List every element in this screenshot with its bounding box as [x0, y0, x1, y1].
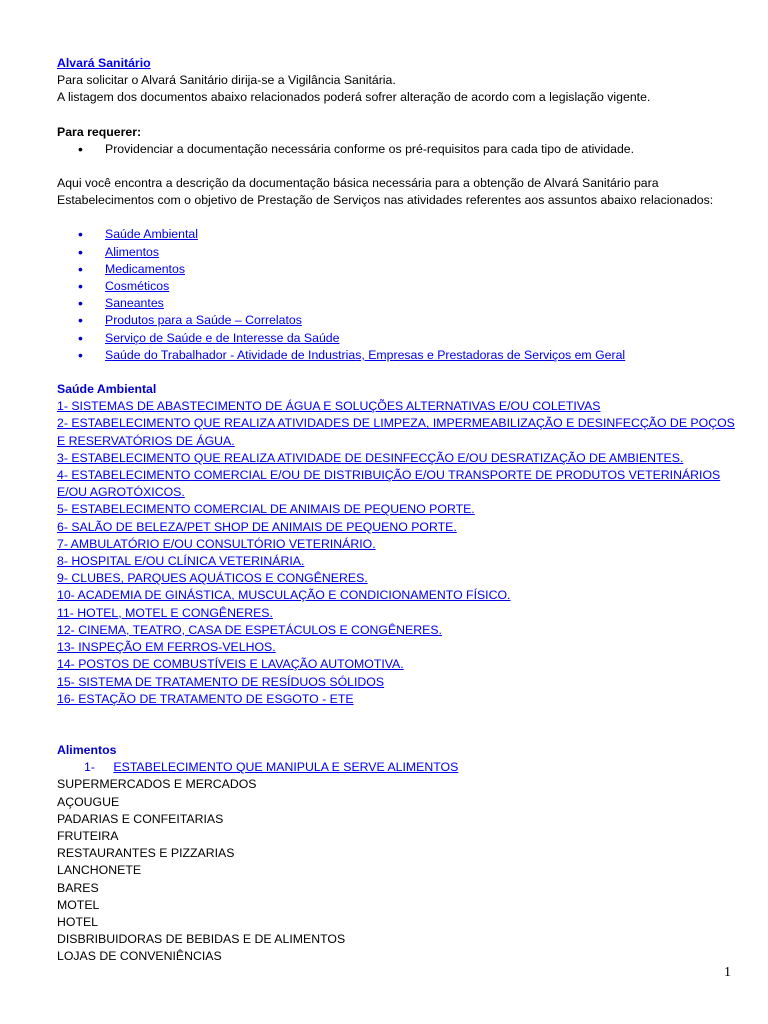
- sa-item-9[interactable]: 9- CLUBES, PARQUES AQUÁTICOS E CONGÊNERES.: [57, 571, 368, 586]
- alimentos-subitem: RESTAURANTES E PIZZARIAS: [57, 846, 235, 861]
- alimentos-item-1-number: 1-: [84, 760, 95, 775]
- sa-item-7[interactable]: 7- AMBULATÓRIO E/OU CONSULTÓRIO VETERINÁRIO.: [57, 536, 376, 551]
- topic-link-medicamentos[interactable]: Medicamentos: [105, 261, 185, 276]
- sa-item-12[interactable]: 12- CINEMA, TEATRO, CASA DE ESPETÁCULOS E CONGÊNERES.: [57, 622, 442, 637]
- alimentos-subitems: [57, 776, 737, 965]
- alimentos-subitem: LOJAS DE CONVENIÊNCIAS: [57, 949, 222, 964]
- page-number: 1: [724, 965, 731, 980]
- alimentos-subitem: AÇOUGUE: [57, 794, 120, 809]
- topic-link-correlatos[interactable]: Produtos para a Saúde – Correlatos: [105, 313, 302, 328]
- alimentos-subitem: SUPERMERCADOS E MERCADOS: [57, 777, 257, 792]
- sa-item-11[interactable]: 11- HOTEL, MOTEL E CONGÊNERES.: [57, 605, 273, 620]
- saude-ambiental-heading: Saúde Ambiental: [57, 382, 157, 397]
- sa-item-1[interactable]: 1- SISTEMAS DE ABASTECIMENTO DE ÁGUA E SOLUÇÕES ALTERNATIVAS E/OU COLETIVAS: [57, 399, 601, 414]
- sa-item-2[interactable]: 2- ESTABELECIMENTO QUE REALIZA ATIVIDADES DE LIMPEZA, IMPERMEABILIZAÇÃO E DESINFECÇÃO DE POÇOS E RESERVATÓRIOS DE ÁGUA.: [57, 416, 735, 448]
- title-link[interactable]: Alvará Sanitário: [57, 56, 151, 70]
- alimentos-subitem: PADARIAS E CONFEITARIAS: [57, 811, 224, 826]
- alimentos-subitem: BARES: [57, 880, 99, 895]
- sa-item-10[interactable]: 10- ACADEMIA DE GINÁSTICA, MUSCULAÇÃO E CONDICIONAMENTO FÍSICO.: [57, 588, 511, 603]
- sa-item-8[interactable]: 8- HOSPITAL E/OU CLÍNICA VETERINÁRIA.: [57, 554, 305, 569]
- topic-link-saude-trabalhador[interactable]: Saúde do Trabalhador - Atividade de Industrias, Empresas e Prestadoras de Serviços em Geral: [105, 347, 626, 362]
- requerer-item: • Providenciar a documentação necessária conforme os pré-requisitos para cada tipo de atividade.: [57, 141, 737, 158]
- topics-list: [57, 226, 737, 364]
- sa-item-3[interactable]: 3- ESTABELECIMENTO QUE REALIZA ATIVIDADE DE DESINFECÇÃO E/OU DESRATIZAÇÃO DE AMBIENTES.: [57, 450, 684, 465]
- topic-link-alimentos[interactable]: Alimentos: [105, 244, 159, 259]
- sa-item-6[interactable]: 6- SALÃO DE BELEZA/PET SHOP DE ANIMAIS DE PEQUENO PORTE.: [57, 519, 457, 534]
- topic-link-saude-ambiental[interactable]: Saúde Ambiental: [105, 227, 198, 242]
- sa-item-16[interactable]: 16- ESTAÇÃO DE TRATAMENTO DE ESGOTO - ETE: [57, 691, 354, 706]
- alimentos-subitem: MOTEL: [57, 897, 100, 912]
- topic-link-saneantes[interactable]: Saneantes: [105, 296, 164, 311]
- topic-link-servico-saude[interactable]: Serviço de Saúde e de Interesse da Saúde: [105, 330, 340, 345]
- requerer-heading: Para requerer:: [57, 124, 142, 139]
- intro-line-1: Para solicitar o Alvará Sanitário dirija-se a Vigilância Sanitária.: [57, 73, 396, 88]
- sa-item-5[interactable]: 5- ESTABELECIMENTO COMERCIAL DE ANIMAIS DE PEQUENO PORTE.: [57, 502, 475, 517]
- alimentos-subitem: FRUTEIRA: [57, 828, 119, 843]
- sa-item-13[interactable]: 13- INSPEÇÃO EM FERROS-VELHOS.: [57, 640, 276, 655]
- sa-item-4[interactable]: 4- ESTABELECIMENTO COMERCIAL E/OU DE DISTRIBUIÇÃO E/OU TRANSPORTE DE PRODUTOS VETERINÁRIOS E/OU AGROTÓXICOS.: [57, 468, 721, 500]
- alimentos-subitem: DISBRIBUIDORAS DE BEBIDAS E DE ALIMENTOS: [57, 932, 346, 947]
- alimentos-heading: Alimentos: [57, 742, 117, 757]
- requerer-list: [57, 141, 737, 158]
- topic-link-cosmeticos[interactable]: Cosméticos: [105, 279, 170, 294]
- alimentos-item-1: [57, 759, 737, 776]
- intro-paragraph: Aqui você encontra a descrição da documentação básica necessária para a obtenção de Alvará Sanitário para Estabelecimentos com o objetivo de Prestação de Serviços nas atividades referentes aos assuntos abaixo relacionados:: [57, 176, 714, 208]
- alimentos-subitem: LANCHONETE: [57, 863, 142, 878]
- alimentos-item-1-link[interactable]: ESTABELECIMENTO QUE MANIPULA E SERVE ALIMENTOS: [113, 760, 459, 775]
- intro-line-2: A listagem dos documentos abaixo relacionados poderá sofrer alteração de acordo com a legislação vigente.: [57, 90, 651, 105]
- sa-item-15[interactable]: 15- SISTEMA DE TRATAMENTO DE RESÍDUOS SÓLIDOS: [57, 674, 385, 689]
- document-page: [57, 55, 737, 966]
- alimentos-subitem: HOTEL: [57, 914, 98, 929]
- saude-ambiental-list: [57, 398, 737, 708]
- sa-item-14[interactable]: 14- POSTOS DE COMBUSTÍVEIS E LAVAÇÃO AUTOMOTIVA.: [57, 657, 404, 672]
